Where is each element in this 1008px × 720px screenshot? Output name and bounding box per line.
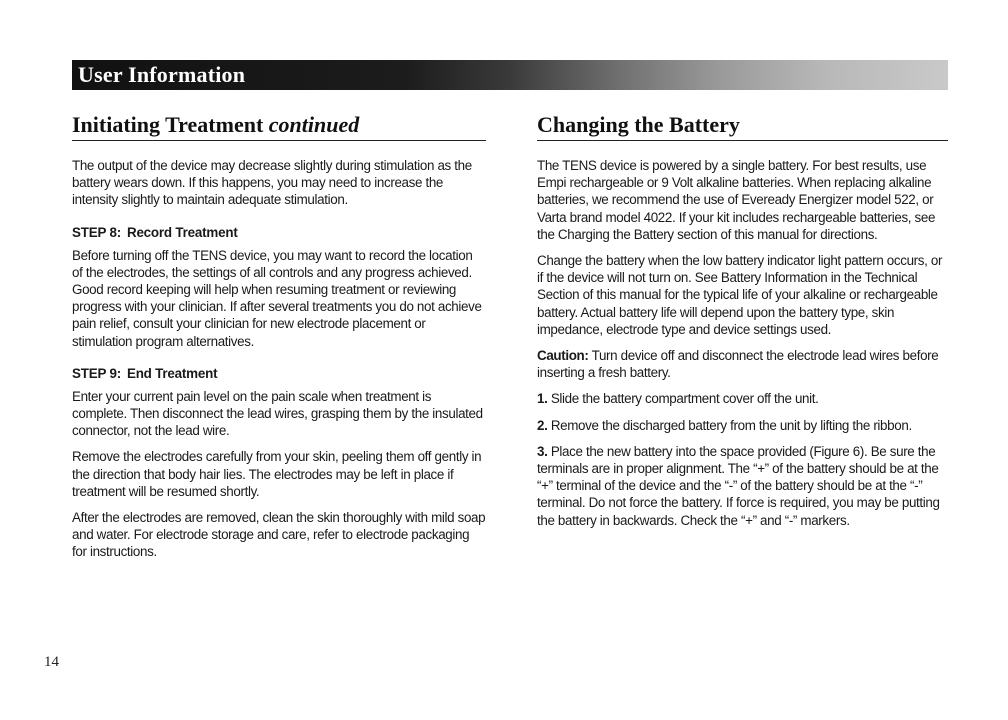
step9-paragraph-1: Enter your current pain level on the pain scale when treatment is complete. Then disconnect the lead wires, grasping them by the insulated connector, not the lead wire. (72, 388, 483, 439)
battery-step-3 (537, 443, 948, 529)
battery-step-3-text: Place the new battery into the space provided (Figure 6). Be sure the terminals are in proper alignment. The “+” of the battery should be at the “+” terminal of the device and the “-” of the battery should be at the “-” terminal. Do not force the battery. If force is required, you may be putting the battery in backwards. Check the “+” and “-” markers. (537, 443, 940, 528)
step8-paragraph: Before turning off the TENS device, you may want to record the location of the electrodes, the settings of all controls and any progress achieved. Good record keeping will help when resuming treatment or reviewing progress with your clinician. If after several treatments you do not achieve pain relief, consult your clinician for new electrode placement or stimulation program alternatives. (72, 247, 482, 349)
battery-step-1 (537, 390, 948, 407)
step9-title: End Treatment (126, 365, 218, 381)
section-banner (72, 60, 948, 90)
battery-step-2-num: 2. (537, 417, 548, 433)
caution-paragraph (537, 347, 948, 381)
step9-paragraph-2: Remove the electrodes carefully from your skin, peeling them off gently in the direction that body hair lies. The electrodes may be left in place if treatment will be resumed shortly. (72, 449, 482, 499)
left-heading-continued: continued (268, 112, 360, 137)
step8-heading (72, 224, 486, 241)
left-heading (72, 112, 486, 141)
caution-text: Turn device off and disconnect the electrode lead wires before inserting a fresh battery. (537, 348, 939, 381)
left-column (72, 112, 486, 570)
page-number: 14 (44, 654, 59, 670)
step9-label: STEP 9: (72, 365, 121, 381)
battery-step-2-text: Remove the discharged battery from the unit by lifting the ribbon. (547, 417, 912, 433)
left-heading-text: Initiating Treatment (72, 112, 264, 137)
step9-paragraph-3: After the electrodes are removed, clean the skin thoroughly with mild soap and water. For electrode storage and care, refer to electrode packaging for instructions. (72, 510, 486, 560)
battery-step-2 (537, 417, 948, 434)
battery-paragraph-1: The TENS device is powered by a single battery. For best results, use Empi rechargeable or 9 Volt alkaline batteries. When replacing alkaline batteries, we recommend the use of Eveready Energizer model 522, or Varta brand model 4022. If your kit includes rechargeable batteries, see the Charging the Battery section of this manual for directions. (537, 158, 936, 242)
battery-step-1-text: Slide the battery compartment cover off the unit. (547, 391, 819, 407)
banner-title: User Information (78, 62, 246, 87)
right-column (537, 112, 948, 538)
right-heading: Changing the Battery (537, 112, 948, 141)
intro-paragraph: The output of the device may decrease slightly during stimulation as the battery wears down. If this happens, you may need to increase the intensity slightly to maintain adequate stimulation. (72, 158, 472, 208)
battery-paragraph-2: Change the battery when the low battery indicator light pattern occurs, or if the device will not turn on. See Battery Information in the Technical Section of this manual for the typical life of your alkaline or rechargeable battery. Actual battery life will depend upon the battery type, skin impedance, electrode type and device settings used. (537, 253, 943, 337)
step9-heading (72, 365, 486, 382)
step8-title: Record Treatment (126, 224, 238, 240)
step8-label: STEP 8: (72, 224, 121, 240)
caution-label: Caution: (537, 348, 589, 364)
battery-step-3-num: 3. (537, 443, 548, 459)
battery-step-1-num: 1. (537, 391, 548, 407)
